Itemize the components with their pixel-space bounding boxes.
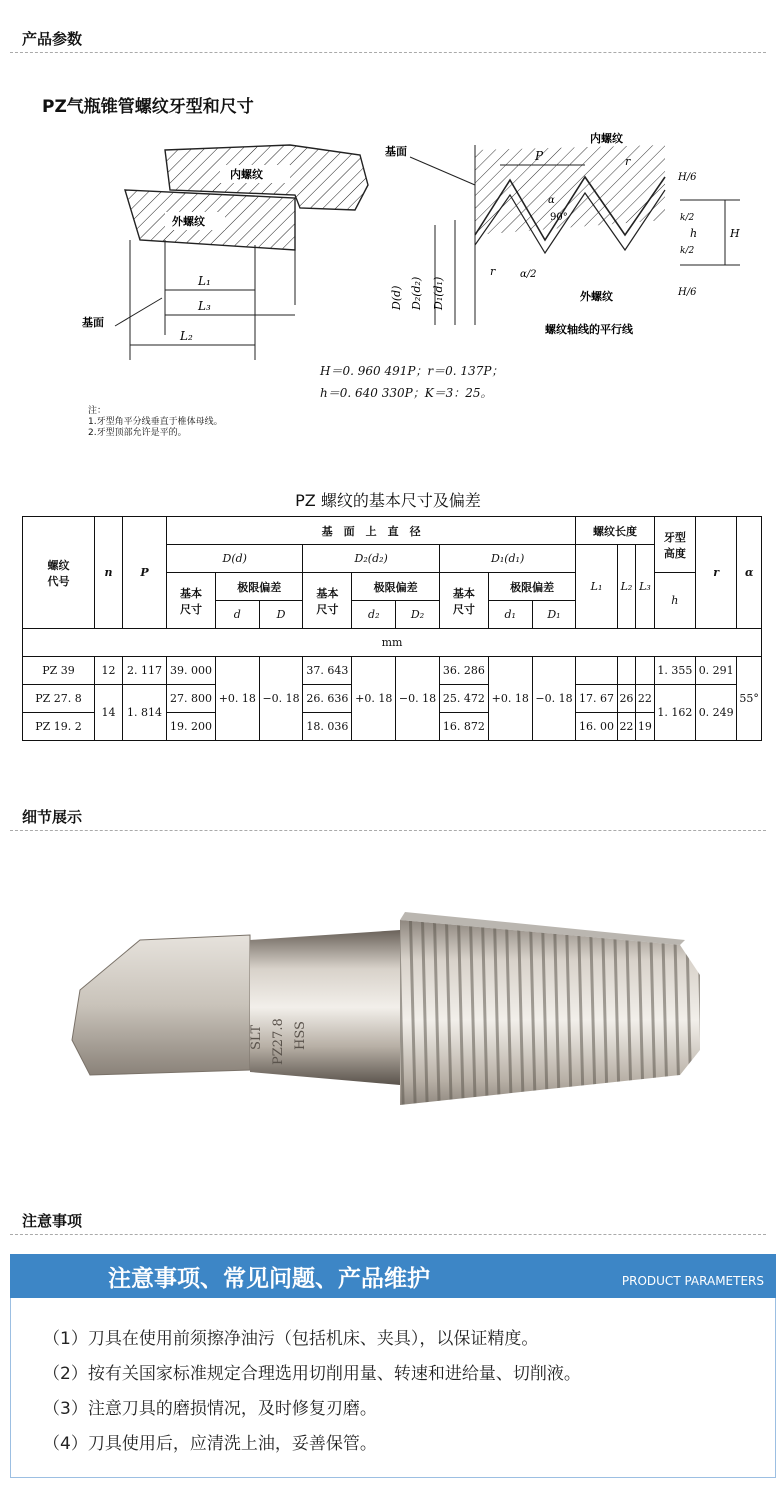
hdr-D1: D₁(d₁) — [439, 545, 575, 573]
label-k2-bottom: k/2 — [680, 246, 695, 256]
cell-L3: 22 — [636, 685, 654, 713]
label-P: P — [535, 149, 544, 163]
hdr-D1cap: D₁ — [532, 601, 576, 629]
hdr-D2cap: D₂ — [396, 601, 440, 629]
hdr-h: h — [654, 573, 695, 629]
tap-photo — [60, 900, 720, 1140]
divider — [10, 1234, 766, 1235]
hdr-dev-3: 极限偏差 — [488, 573, 576, 601]
hdr-length: 螺纹长度 — [576, 517, 654, 545]
cell-alpha: 55° — [737, 657, 762, 741]
tap-marking-size: PZ27.8 — [271, 1018, 286, 1065]
label-inner-r: 内螺纹 — [590, 132, 623, 145]
cell-D2: 37. 643 — [303, 657, 352, 685]
hdr-height: 牙型 高度 — [654, 517, 695, 573]
hdr-P: P — [123, 517, 167, 629]
hdr-D2: D₂(d₂) — [303, 545, 439, 573]
hdr-basic-1: 基本 尺寸 — [167, 573, 216, 629]
label-L1: L₁ — [198, 274, 211, 288]
notice-item: （4）刀具使用后，应清洗上油，妥善保管。 — [43, 1434, 377, 1454]
cell-dev-d: +0. 18 — [215, 657, 259, 741]
label-h: h — [690, 227, 698, 240]
tap-shank — [72, 935, 250, 1075]
notice-item: （3）注意刀具的磨损情况，及时修复刃磨。 — [43, 1399, 377, 1419]
cell-r: 0. 249 — [696, 685, 737, 741]
spec-table — [22, 516, 762, 741]
hdr-dev-2: 极限偏差 — [352, 573, 440, 601]
divider — [10, 52, 766, 53]
hdr-n: n — [95, 517, 123, 629]
cell-n: 14 — [95, 685, 123, 741]
cell-dev-d2: +0. 18 — [352, 657, 396, 741]
hdr-L3: L₃ — [636, 545, 654, 629]
notice-panel — [10, 1298, 776, 1478]
cell-D1: 16. 872 — [439, 713, 488, 741]
label-alpha-half: α/2 — [520, 269, 537, 280]
hdr-alpha: α — [737, 517, 762, 629]
cell-dev-D: −0. 18 — [259, 657, 303, 741]
label-90: 90° — [550, 212, 568, 223]
label-alpha: α — [548, 195, 555, 206]
tap-threads — [400, 920, 700, 1105]
cell-D: 19. 200 — [167, 713, 216, 741]
label-base-r: 基面 — [385, 145, 407, 158]
cell-D1: 36. 286 — [439, 657, 488, 685]
cell-D: 27. 800 — [167, 685, 216, 713]
cell-L2: 26 — [617, 685, 635, 713]
label-axis-parallel: 螺纹轴线的平行线 — [545, 323, 633, 336]
label-outer: 外螺纹 — [172, 215, 205, 228]
table-title: PZ 螺纹的基本尺寸及偏差 — [295, 491, 481, 510]
hdr-dev-1: 极限偏差 — [215, 573, 303, 601]
label-D2: D₂(d₂) — [410, 276, 423, 310]
hdr-basic-3: 基本 尺寸 — [439, 573, 488, 629]
divider — [10, 830, 766, 831]
cell-h: 1. 355 — [654, 657, 695, 685]
thread-profile-diagram — [380, 125, 750, 350]
cell-dev-d1: +0. 18 — [488, 657, 532, 741]
section-title-params: 产品参数 — [22, 30, 83, 48]
note-1: 1.牙型角平分线垂直于椎体母线。 — [88, 417, 223, 427]
cell-n: 12 — [95, 657, 123, 685]
taper-thread-diagram — [70, 130, 390, 365]
hdr-Dcap: D — [259, 601, 303, 629]
section-title-detail: 细节展示 — [22, 808, 83, 826]
tap-marking-material: HSS — [293, 1021, 308, 1050]
label-H: H — [730, 227, 740, 240]
cell-dev-D2: −0. 18 — [396, 657, 440, 741]
label-outer-r: 外螺纹 — [580, 290, 613, 303]
cell-P: 2. 117 — [123, 657, 167, 685]
cell-L2: 22 — [617, 713, 635, 741]
label-r-bottom: r — [490, 265, 496, 278]
cell-L3 — [636, 657, 654, 685]
notice-item: （2）按有关国家标准规定合理选用切削用量、转速和进给量、切削液。 — [43, 1364, 581, 1384]
cell-L1: 16. 00 — [576, 713, 617, 741]
hdr-mm: mm — [23, 629, 762, 657]
hdr-basic-2: 基本 尺寸 — [303, 573, 352, 629]
label-H6-bottom: H/6 — [678, 287, 697, 298]
note-head: 注： — [88, 406, 107, 416]
hdr-L2: L₂ — [617, 545, 635, 629]
formula-1: H＝0. 960 491P；r＝0. 137P； — [320, 364, 504, 378]
formula-2: h＝0. 640 330P；K＝3：25。 — [320, 386, 493, 400]
hdr-d1: d₁ — [488, 601, 532, 629]
cell-P: 1. 814 — [123, 685, 167, 741]
cell-D2: 26. 636 — [303, 685, 352, 713]
hdr-d: d — [215, 601, 259, 629]
cell-L3: 19 — [636, 713, 654, 741]
notice-item: （1）刀具在使用前须擦净油污（包括机床、夹具），以保证精度。 — [43, 1329, 539, 1349]
label-base: 基面 — [82, 316, 104, 329]
hdr-code: 螺纹 代号 — [23, 517, 95, 629]
cell-h: 1. 162 — [654, 685, 695, 741]
section-title-notice: 注意事项 — [22, 1212, 83, 1230]
hdr-base-diameter: 基 面 上 直 径 — [167, 517, 576, 545]
label-r-top: r — [625, 155, 631, 168]
banner-title: 注意事项、常见问题、产品维护 — [108, 1266, 430, 1292]
cell-code: PZ 39 — [23, 657, 95, 685]
cell-L2 — [617, 657, 635, 685]
label-H6-top: H/6 — [678, 172, 697, 183]
cell-D1: 25. 472 — [439, 685, 488, 713]
label-D: D(d) — [390, 285, 403, 310]
cell-dev-D1: −0. 18 — [532, 657, 576, 741]
notice-banner — [10, 1254, 776, 1298]
banner-subtitle: PRODUCT PARAMETERS — [621, 1274, 764, 1288]
cell-D2: 18. 036 — [303, 713, 352, 741]
label-L3: L₃ — [198, 299, 211, 313]
hdr-r: r — [696, 517, 737, 629]
cell-L1 — [576, 657, 617, 685]
diagram-title: PZ气瓶锥管螺纹牙型和尺寸 — [42, 97, 254, 117]
hdr-d2: d₂ — [352, 601, 396, 629]
note-2: 2.牙型顶部允许是平的。 — [88, 428, 187, 438]
tap-marking-brand: SLT — [249, 1024, 264, 1050]
cell-code: PZ 27. 8 — [23, 685, 95, 713]
hdr-D: D(d) — [167, 545, 303, 573]
cell-r: 0. 291 — [696, 657, 737, 685]
label-inner: 内螺纹 — [230, 168, 263, 181]
label-L2: L₂ — [180, 329, 193, 343]
cell-D: 39. 000 — [167, 657, 216, 685]
cell-code: PZ 19. 2 — [23, 713, 95, 741]
table-row — [23, 657, 762, 685]
hdr-L1: L₁ — [576, 545, 617, 629]
label-k2-top: k/2 — [680, 213, 695, 223]
cell-L1: 17. 67 — [576, 685, 617, 713]
label-D1: D₁(d₁) — [432, 276, 445, 310]
